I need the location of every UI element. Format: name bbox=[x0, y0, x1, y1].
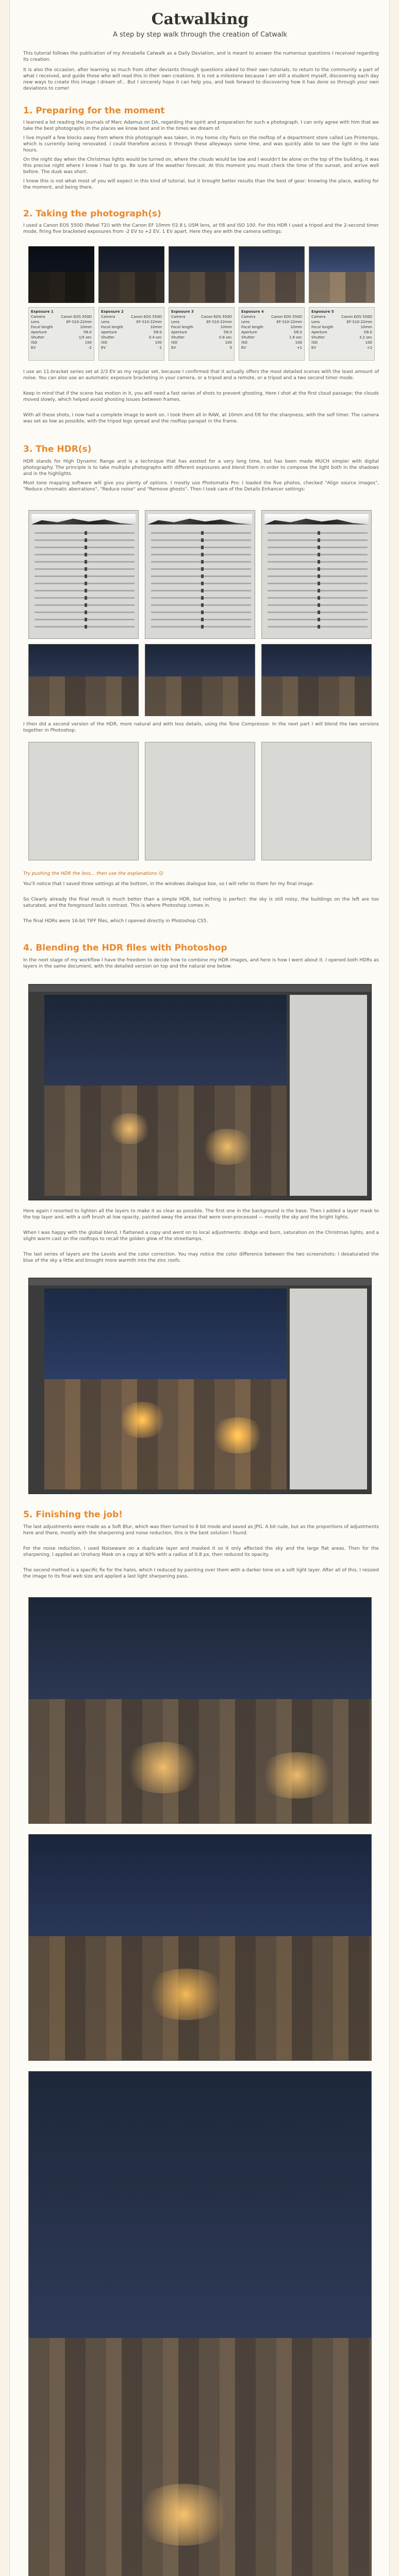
section-paragraph: You'll notice that I saved three settings at the bottom, in the windows dialogue box, so I will refer to them for my final image. bbox=[23, 882, 314, 887]
settings-value: f/8.0 bbox=[154, 330, 162, 334]
settings-value: f/8.0 bbox=[294, 330, 302, 334]
section-paragraph: When I was happy with the global blend, I flattened a copy and went on to local adjustments: dodge and burn, saturation on the Christmas lights, and a slight warm cast on the rooftops to recall the golden glow of the streetlamps. bbox=[23, 1230, 379, 1242]
settings-row bbox=[31, 325, 92, 330]
light-glow bbox=[106, 1113, 153, 1144]
settings-value: EF-S10-22mm bbox=[346, 320, 372, 324]
settings-value: Canon EOS 550D bbox=[131, 315, 162, 319]
settings-slider[interactable] bbox=[35, 604, 135, 606]
settings-row bbox=[101, 314, 162, 319]
settings-slider[interactable] bbox=[268, 547, 368, 548]
settings-row bbox=[311, 319, 372, 325]
settings-slider[interactable] bbox=[268, 539, 368, 541]
settings-value: 0.8 sec bbox=[219, 335, 232, 340]
settings-value: EF-S10-22mm bbox=[66, 320, 92, 324]
settings-key: Camera bbox=[241, 315, 256, 319]
settings-key: ISO bbox=[311, 341, 318, 345]
section-paragraph: I knew this is not what most of you will expect in this kind of tutorial, but it brought better results than the best of gear: knowing the place, waiting for the moment, and being there. bbox=[23, 179, 379, 190]
settings-row bbox=[101, 330, 162, 335]
light-glow bbox=[122, 1742, 204, 1793]
settings-key: EV bbox=[171, 346, 176, 350]
settings-key: Shutter bbox=[101, 335, 114, 340]
settings-row bbox=[311, 314, 372, 319]
settings-row bbox=[171, 340, 232, 345]
exposure-settings-block bbox=[309, 307, 375, 361]
exposure-label: Exposure 1 bbox=[31, 310, 54, 314]
hdr-preview-photo bbox=[145, 644, 255, 716]
final-photo bbox=[28, 1834, 372, 2061]
layers-panel bbox=[290, 995, 367, 1196]
settings-value: 3.2 sec bbox=[359, 335, 372, 340]
settings-key: Aperture bbox=[241, 330, 257, 334]
settings-row bbox=[171, 330, 232, 335]
photoshop-screenshot bbox=[28, 984, 372, 1200]
section-paragraph: Most tone mapping software will give you plenty of options. I mostly use Photomatix Pro: I loaded the five photos, checked "Align source images", "Reduce chromatic aberrations", "Reduce noise" and "Remove ghosts". Then I took care of the Details Enhancer settings: bbox=[23, 481, 379, 492]
settings-value: Canon EOS 550D bbox=[271, 315, 302, 319]
intro-paragraph: It is also the occasion, after learning so much from other deviants through questions asked to their own tutorials, to return to the community a part of what I received, and guide those who will read this in their own creations. It is not a milestone because I am still a student myself, discovering each day new ways to create this image I dream of... But I sincerely hope it can help you, and look forward to discovering how it has done so through your own deviations to come! bbox=[23, 67, 379, 91]
settings-key: Aperture bbox=[101, 330, 117, 334]
histogram bbox=[31, 514, 136, 524]
settings-value: Canon EOS 550D bbox=[341, 315, 372, 319]
settings-value: 10mm bbox=[150, 325, 162, 329]
settings-key: Lens bbox=[241, 320, 250, 324]
settings-slider[interactable] bbox=[35, 612, 135, 613]
exposure-settings-block bbox=[169, 307, 235, 361]
settings-value: 100 bbox=[295, 341, 302, 345]
settings-key: Lens bbox=[171, 320, 180, 324]
settings-key: ISO bbox=[171, 341, 178, 345]
settings-row bbox=[31, 330, 92, 335]
settings-row bbox=[171, 335, 232, 340]
settings-slider[interactable] bbox=[35, 626, 135, 628]
settings-row bbox=[241, 330, 302, 335]
page-title: Catwalking bbox=[151, 10, 249, 28]
intro-paragraph: This tutorial follows the publication of my Annabelle Catwalk as a Daily Deviation, and is meant to answer the numerous questions I received regarding its creation. bbox=[23, 51, 379, 62]
settings-key: Aperture bbox=[171, 330, 187, 334]
light-glow bbox=[132, 2484, 235, 2546]
settings-value: 1.6 sec bbox=[289, 335, 302, 340]
final-photo-full bbox=[28, 2071, 372, 2576]
section-heading: 5. Finishing the job! bbox=[23, 1510, 123, 1520]
light-glow bbox=[199, 1129, 256, 1165]
section-paragraph: I use an 11-bracket series set at 2/3 EV as my regular set, because I confirmed that it actually offers the most detailed scenes with the least amount of noise. You can also use an automatic exposure bracketing in your camera, or a tripod and a remote, or a tripod and a two second timer mode. bbox=[23, 369, 379, 381]
settings-key: Camera bbox=[311, 315, 326, 319]
settings-slider[interactable] bbox=[151, 575, 251, 577]
settings-key: Aperture bbox=[311, 330, 327, 334]
tip-caption: Try pushing the HDR the less... then use the explanations ☺ bbox=[23, 871, 163, 876]
settings-slider[interactable] bbox=[268, 612, 368, 613]
settings-key: Camera bbox=[101, 315, 115, 319]
settings-row bbox=[101, 340, 162, 345]
settings-key: Shutter bbox=[241, 335, 255, 340]
settings-slider[interactable] bbox=[151, 532, 251, 534]
settings-slider[interactable] bbox=[151, 583, 251, 584]
settings-value: 100 bbox=[365, 341, 372, 345]
light-glow bbox=[142, 1969, 230, 2020]
settings-slider[interactable] bbox=[35, 619, 135, 620]
section-heading: 1. Preparing for the moment bbox=[23, 106, 165, 116]
settings-slider[interactable] bbox=[35, 590, 135, 591]
settings-key: Shutter bbox=[311, 335, 325, 340]
settings-value: EF-S10-22mm bbox=[136, 320, 162, 324]
settings-slider[interactable] bbox=[35, 568, 135, 570]
settings-key: Focal length bbox=[241, 325, 263, 329]
settings-slider[interactable] bbox=[268, 532, 368, 534]
settings-slider[interactable] bbox=[268, 597, 368, 599]
settings-key: Focal length bbox=[171, 325, 193, 329]
bracket-photo bbox=[239, 246, 305, 303]
section-paragraph: The final HDRs were 16-bit TIFF files, which I opened directly in Photoshop CS5. bbox=[23, 919, 208, 924]
section-paragraph: Keep in mind that if the scene has motion in it, you will need a fast series of shots to prevent ghosting. Here I shot at the first cloud passage; the clouds moved slowly, which helped avoid ghosting issues between frames. bbox=[23, 391, 379, 402]
bracket-photo bbox=[98, 246, 164, 303]
settings-key: Focal length bbox=[101, 325, 123, 329]
settings-row bbox=[101, 319, 162, 325]
settings-value: 100 bbox=[225, 341, 232, 345]
settings-row bbox=[241, 314, 302, 319]
settings-slider[interactable] bbox=[268, 626, 368, 628]
settings-key: Lens bbox=[31, 320, 40, 324]
hdr-preview-photo bbox=[261, 644, 372, 716]
settings-slider[interactable] bbox=[268, 583, 368, 584]
settings-row bbox=[241, 340, 302, 345]
settings-value: f/8.0 bbox=[364, 330, 372, 334]
section-paragraph: With all these shots, I now had a complete image to work on. I took them all in RAW, at 10mm and f/8 for the sharpness, with the self timer. The camera was set as low as possible, with the tripod legs spread and the rooftop parapet in the frame. bbox=[23, 413, 379, 424]
settings-value: 10mm bbox=[80, 325, 92, 329]
settings-key: Focal length bbox=[31, 325, 53, 329]
settings-value: EF-S10-22mm bbox=[276, 320, 302, 324]
light-glow bbox=[117, 1402, 168, 1438]
histogram bbox=[148, 514, 252, 524]
settings-value: -2 bbox=[88, 346, 92, 350]
section-paragraph: The last adjustments were made as a Soft Blur, which was then turned to 8 bit mode and saved as JPG. A bit rude, but as the proportions of adjustments here and there, mostly with the sharpening and noise reduction, this is the best solution I found. bbox=[23, 1524, 379, 1536]
settings-slider[interactable] bbox=[35, 554, 135, 555]
settings-slider[interactable] bbox=[35, 575, 135, 577]
tone-compressor-panel bbox=[28, 742, 139, 860]
settings-row bbox=[101, 335, 162, 340]
settings-value: f/8.0 bbox=[84, 330, 92, 334]
hdr-preview-photo bbox=[28, 644, 139, 716]
bracket-photo bbox=[309, 246, 375, 303]
settings-slider[interactable] bbox=[151, 561, 251, 563]
settings-key: EV bbox=[31, 346, 36, 350]
settings-key: ISO bbox=[31, 341, 38, 345]
settings-key: EV bbox=[101, 346, 106, 350]
section-paragraph: In the next stage of my workflow I have the freedom to decide how to combine my HDR images, and here is how I went about it. I opened both HDRs as layers in the same document, with the detailed version on top and the natural one below. bbox=[23, 958, 379, 969]
settings-slider[interactable] bbox=[151, 547, 251, 548]
exposure-settings-block bbox=[239, 307, 305, 361]
settings-row bbox=[311, 325, 372, 330]
settings-row bbox=[171, 325, 232, 330]
section-paragraph: HDR stands for High Dynamic Range and is a technique that has existed for a very long time, but has been made MUCH simpler with digital photography. The principle is to take multiple photographs with different exposures and blend them in order to compose the light both in the shadows and in the highlights. bbox=[23, 459, 379, 477]
settings-row bbox=[171, 314, 232, 319]
section-paragraph: I used a Canon EOS 550D (Rebel T2i) with the Canon EF 10mm f/2.8 L USM lens, at f/8 and ISO 100. For this HDR I used a tripod and the 2-second timer mode, firing five bracketed exposures from -2 EV to +2 EV, 1 EV apart. Here they are with the camera settings: bbox=[23, 223, 379, 234]
settings-value: +2 bbox=[367, 346, 372, 350]
settings-key: Focal length bbox=[311, 325, 334, 329]
settings-slider[interactable] bbox=[268, 568, 368, 570]
section-paragraph: So Clearly already the final result is much better than a simple HDR, but nothing is perfect: the sky is still noisy, the buildings on the left are too saturated, and the foreground lacks contrast. This is where Photoshop comes in. bbox=[23, 897, 379, 908]
settings-value: Canon EOS 550D bbox=[61, 315, 92, 319]
settings-row bbox=[311, 345, 372, 350]
histogram bbox=[264, 514, 369, 524]
settings-row bbox=[171, 319, 232, 325]
settings-slider[interactable] bbox=[151, 554, 251, 555]
settings-slider[interactable] bbox=[35, 539, 135, 541]
settings-slider[interactable] bbox=[151, 568, 251, 570]
tone-compressor-panel bbox=[261, 742, 372, 860]
photoshop-menubar bbox=[29, 1278, 371, 1285]
exposure-label: Exposure 3 bbox=[171, 310, 194, 314]
bracket-photo bbox=[28, 246, 94, 303]
tutorial-page bbox=[9, 0, 390, 2576]
exposure-settings-block bbox=[98, 307, 164, 361]
layers-panel bbox=[290, 1289, 367, 1489]
settings-row bbox=[31, 340, 92, 345]
section-heading: 2. Taking the photograph(s) bbox=[23, 209, 161, 219]
settings-slider[interactable] bbox=[35, 532, 135, 534]
settings-value: EF-S10-22mm bbox=[206, 320, 232, 324]
section-paragraph: On the night day when the Christmas lights would be turned on, where the clouds would be low and I wouldn't be alone on the top of the building, it was this precise night where I knew I had to go. Be sure of the weather forecast. At this moment you must check the time of the sunset, and arrive well before. The dusk was short. bbox=[23, 157, 379, 175]
settings-slider[interactable] bbox=[268, 561, 368, 563]
photoshop-menubar bbox=[29, 985, 371, 992]
settings-slider[interactable] bbox=[268, 554, 368, 555]
light-glow bbox=[209, 1417, 266, 1453]
settings-slider[interactable] bbox=[151, 619, 251, 620]
final-photo bbox=[28, 1597, 372, 1824]
settings-slider[interactable] bbox=[268, 575, 368, 577]
photoshop-screenshot bbox=[28, 1278, 372, 1494]
settings-slider[interactable] bbox=[268, 619, 368, 620]
bracket-photo bbox=[169, 246, 235, 303]
settings-value: 1/5 sec bbox=[78, 335, 92, 340]
settings-key: Shutter bbox=[171, 335, 185, 340]
settings-row bbox=[241, 345, 302, 350]
settings-row bbox=[171, 345, 232, 350]
section-paragraph: The second method is a specific fix for the halos, which I reduced by painting over them with a darker tone on a soft light layer. After all of this, I resized the image to its final web size and applied a last light sharpening pass. bbox=[23, 1568, 379, 1579]
light-glow bbox=[256, 1752, 338, 1799]
settings-key: Shutter bbox=[31, 335, 44, 340]
settings-slider[interactable] bbox=[151, 626, 251, 628]
settings-key: Camera bbox=[31, 315, 45, 319]
section-paragraph: The last series of layers are the Levels and the color correction. You may notice the color difference between the two screenshots: I desaturated the blue of the sky a little and brought more warmth into the zinc roofs. bbox=[23, 1252, 379, 1263]
section-heading: 4. Blending the HDR files with Photoshop bbox=[23, 943, 227, 953]
settings-value: 0.4 sec bbox=[148, 335, 162, 340]
settings-row bbox=[31, 345, 92, 350]
settings-value: 0 bbox=[229, 346, 232, 350]
exposure-label: Exposure 4 bbox=[241, 310, 264, 314]
settings-row bbox=[31, 314, 92, 319]
settings-row bbox=[311, 330, 372, 335]
settings-key: ISO bbox=[241, 341, 248, 345]
section-paragraph: For the noise reduction, I used Noiseware on a duplicate layer and masked it so it only affected the sky and the large flat areas. Then for the sharpening, I applied an Unsharp Mask on a copy at 60% with a radius of 0.8 px, then reduced its opacity. bbox=[23, 1546, 379, 1557]
section-paragraph: I then did a second version of the HDR, more natural and with less details, using the Tone Compressor. In the next part I will blend the two versions together in Photoshop. bbox=[23, 722, 379, 733]
settings-row bbox=[241, 319, 302, 325]
settings-row bbox=[101, 345, 162, 350]
settings-key: EV bbox=[311, 346, 317, 350]
settings-value: 10mm bbox=[220, 325, 232, 329]
settings-row bbox=[31, 335, 92, 340]
settings-value: f/8.0 bbox=[224, 330, 232, 334]
settings-row bbox=[311, 335, 372, 340]
settings-slider[interactable] bbox=[35, 561, 135, 563]
settings-row bbox=[101, 325, 162, 330]
settings-value: 10mm bbox=[360, 325, 372, 329]
settings-slider[interactable] bbox=[268, 590, 368, 591]
tone-compressor-panel bbox=[145, 742, 255, 860]
settings-row bbox=[241, 325, 302, 330]
settings-row bbox=[31, 319, 92, 325]
settings-value: +1 bbox=[296, 346, 302, 350]
settings-value: 100 bbox=[85, 341, 92, 345]
settings-slider[interactable] bbox=[35, 597, 135, 599]
settings-row bbox=[241, 335, 302, 340]
settings-key: Aperture bbox=[31, 330, 47, 334]
exposure-settings-block bbox=[28, 307, 94, 361]
page-subtitle: A step by step walk through the creation of Catwalk bbox=[113, 31, 287, 39]
settings-key: Lens bbox=[311, 320, 320, 324]
settings-slider[interactable] bbox=[268, 604, 368, 606]
photoshop-canvas bbox=[44, 1289, 287, 1489]
settings-slider[interactable] bbox=[35, 583, 135, 584]
settings-key: Lens bbox=[101, 320, 110, 324]
settings-value: Canon EOS 550D bbox=[201, 315, 232, 319]
settings-key: Camera bbox=[171, 315, 186, 319]
settings-value: 10mm bbox=[290, 325, 302, 329]
settings-value: -1 bbox=[158, 346, 162, 350]
settings-key: ISO bbox=[101, 341, 108, 345]
photoshop-canvas bbox=[44, 995, 287, 1196]
section-paragraph: I learned a lot reading the journals of Marc Adamus on DA, regarding the spirit and preparation for such a photograph. I can only agree with him that we take the best photographs in the places we know best and in the times we dream of. bbox=[23, 120, 379, 131]
settings-slider[interactable] bbox=[35, 547, 135, 548]
settings-slider[interactable] bbox=[151, 597, 251, 599]
settings-slider[interactable] bbox=[151, 604, 251, 606]
settings-slider[interactable] bbox=[151, 539, 251, 541]
section-paragraph: Here again I resorted to lighten all the layers to make it as clear as possible. The first one in the background is the base. Then I added a layer mask to the top layer and, with a soft brush at low opacity, painted away the areas that were over-processed — mostly the sky and the bright lights. bbox=[23, 1209, 379, 1220]
exposure-label: Exposure 5 bbox=[311, 310, 334, 314]
section-heading: 3. The HDR(s) bbox=[23, 444, 92, 454]
settings-slider[interactable] bbox=[151, 612, 251, 613]
settings-slider[interactable] bbox=[151, 590, 251, 591]
settings-row bbox=[311, 340, 372, 345]
settings-value: 100 bbox=[155, 341, 162, 345]
settings-key: EV bbox=[241, 346, 246, 350]
exposure-label: Exposure 2 bbox=[101, 310, 124, 314]
section-paragraph: I live myself a few blocks away from where this photograph was taken, in my home city Paris on the rooftop of a department store called Les Printemps, which is currently being renovated. I could therefore access it through these alleyways some time, and was quickly able to see the light in the late hours. bbox=[23, 135, 379, 153]
